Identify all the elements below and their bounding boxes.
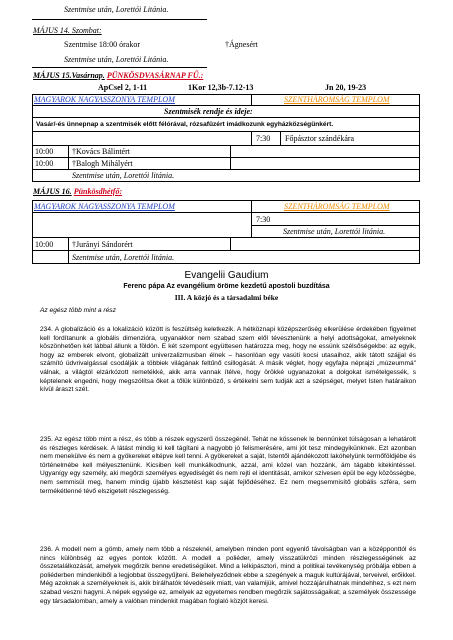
may15-heading <box>33 71 203 80</box>
may15-row1-time: 10:00 <box>35 147 54 156</box>
may16-feast: Pünkösdhétfő: <box>73 187 123 196</box>
may16-church-left: MAGYAROK NAGYASSZONYA TEMPLOM <box>34 202 175 211</box>
reading-1: ApCsel 2, 1-11 <box>98 83 148 92</box>
article-subtitle: Ferenc pápa Az evangélium öröme kezdetű apostoli buzdítása <box>123 283 330 290</box>
reading-3: Jn 20, 19-23 <box>325 83 367 92</box>
paragraph-236: 236. A modell nem a gömb, amely nem több a részeknél, amelyben minden pont egyenlő távolságban van a középponttól és nincs különbség az egyes pontok között. A modell a poliéder, amely visszatükrözi minden részlegességének az összetalálkozását, amelyek megőrzik benne eredetiségüket. Mind a lelkipásztori, mind a politikai tevékenység próbálja ebben a poliéderben mindenkiből a legjobbat összegyűjteni. Belehelyeződnek ebbe a szegények a maguk kultúrájával, terveivel, erőikkel. Még azoknak a személyeknek is, akik bírálhatók tévedéseik miatt, van valamijük, amivel hozzájárulhatnak mindehhez, s ezt nem szabad veszni hagyni. A népek egysége ez, amelyek az egyetemes rendben megőrzik sajátosságaikat; a személyek összessége egy társadalomban, amely a valóban mindenkit magában foglaló közjót keresi. <box>40 546 416 605</box>
may16-after: Szentmise után, Lorettói litánia. <box>72 253 175 262</box>
may15-after: Szentmise után, Lorettói litánia. <box>72 171 175 180</box>
may14-intention: †Ágnesért <box>225 40 258 49</box>
paragraph-234: 234. A globalizáció és a lokalizáció között is feszültség keletkezik. A hétköznapi középszerűség elkerülése érdekében figyelmet kell fordítanunk a globális dimenzióra, ugyanakkor nem szabad szem elől tévesztenünk a helyi adottságokat, amelyeknek köszönhetően két lábbal állunk a földön. E két szempont együttesen határozza meg, hogy ne essünk szélsőségekbe: az egyik, hogy az emberek elvont, globalizált univerzalizmusban élnek – hasonlóan egy vasúti kocsi utasaihoz, akik tátott szájjal és számító üdvrivalgással csodálják a többiek világának feltűnő csillogását. A másik véglet, hogy egyfajta néprajzi „múzeummá" válnak, a világtól elzárkózott remetékké, akik arra vannak ítélve, hogy örökké ugyanazokat a dolgokat ismételgessék, s képtelenek engedni, hogy megszólítsa őket a tőlük különböző, s értékelni sem tudják azt a szépséget, melyet Isten határaikon kívül áraszt szét. <box>40 326 416 394</box>
may16-row-time: 10:00 <box>35 240 54 249</box>
may16-heading <box>33 187 122 196</box>
may16-row-intention: †Jurányi Sándorért <box>72 240 133 249</box>
rosary-notice: Vasár/-és ünnepnap a szentmisék előtt félórával, rózsafüzért imádkozunk egyházközségünkért. <box>36 121 334 128</box>
paragraph-235: 235. Az egész több mint a rész, és több a részek egyszerű összegénél. Tehát ne kössenek le bennünket túlságosan a lehatárolt és részleges kérdések. A látást mindig ki kell tágítani a nagyobb jó felismerésére, ami jót tesz mindegyikünknek. Ezt azonban nem menekülve és nem a gyökereket eltépve kell tenni. A gyökereket a saját, Istentől ajándékozott lakóhelyünk termőföldjébe és történelmébe kell mélyesztenünk. Kicsiben kell munkálkodnunk, azzal, ami közel van hozzánk, ám tágabb kitekintéssel. Ugyanígy egy személy, aki megőrzi személyes egyediségét és nem rejti el identitását, amikor szívesen épül be egy közösségbe, nem semmisül meg, hanem mindig újabb késztetést kap saját fejlődéséhez. Ez nem megsemmisítő globális szféra, sem termékétlenné tévő elszigetelt részlegesség. <box>40 436 416 495</box>
may15-right-intention: Főpásztor szándékára <box>285 134 355 143</box>
may15-date: MÁJUS 15.Vasárnap. <box>33 71 105 80</box>
may15-feast: PÜNKÖSDVASÁRNAP FŰ.: <box>106 71 204 80</box>
may15-church-left: MAGYAROK NAGYASSZONYA TEMPLOM <box>34 95 175 104</box>
top-after-mass-line <box>64 5 168 14</box>
may16-right-after: Szentmise után, Lorettói litánia. <box>283 227 386 236</box>
mass-order-title: Szentmisék rendje és ideje: <box>164 107 253 116</box>
may14-heading: MÁJUS 14. Szombat: <box>33 26 102 35</box>
may16-church-right: SZENTHÁROMSÁG TEMPLOM <box>284 202 390 211</box>
divider <box>32 19 207 20</box>
may14-after: Szentmise után, Lorettói Litánia. <box>64 55 169 64</box>
may16-date: MÁJUS 16. <box>33 187 72 196</box>
may15-church-right: SZENTHÁROMSÁG TEMPLOM <box>284 95 390 104</box>
article-title: Evangelii Gaudium <box>184 270 269 281</box>
may16-right-time: 7:30 <box>256 215 271 224</box>
may15-row1-intention: †Kovács Bálintért <box>72 147 130 156</box>
reading-2: 1Kor 12,3b-7.12-13 <box>188 83 254 92</box>
may15-right-time: 7:30 <box>256 134 271 143</box>
divider <box>32 67 207 68</box>
may15-row2-intention: †Balogh Mihályért <box>72 159 133 168</box>
article-lead: Az egész több mint a rész <box>40 307 116 314</box>
top-after-mass-text: Szentmise után, Lorettói Litánia. <box>64 5 169 14</box>
may15-row2-time: 10:00 <box>35 159 54 168</box>
article-section: III. A közjó és a társadalmi béke <box>174 293 279 302</box>
may14-mass-time: Szentmise 18:00 órakor <box>64 40 140 49</box>
